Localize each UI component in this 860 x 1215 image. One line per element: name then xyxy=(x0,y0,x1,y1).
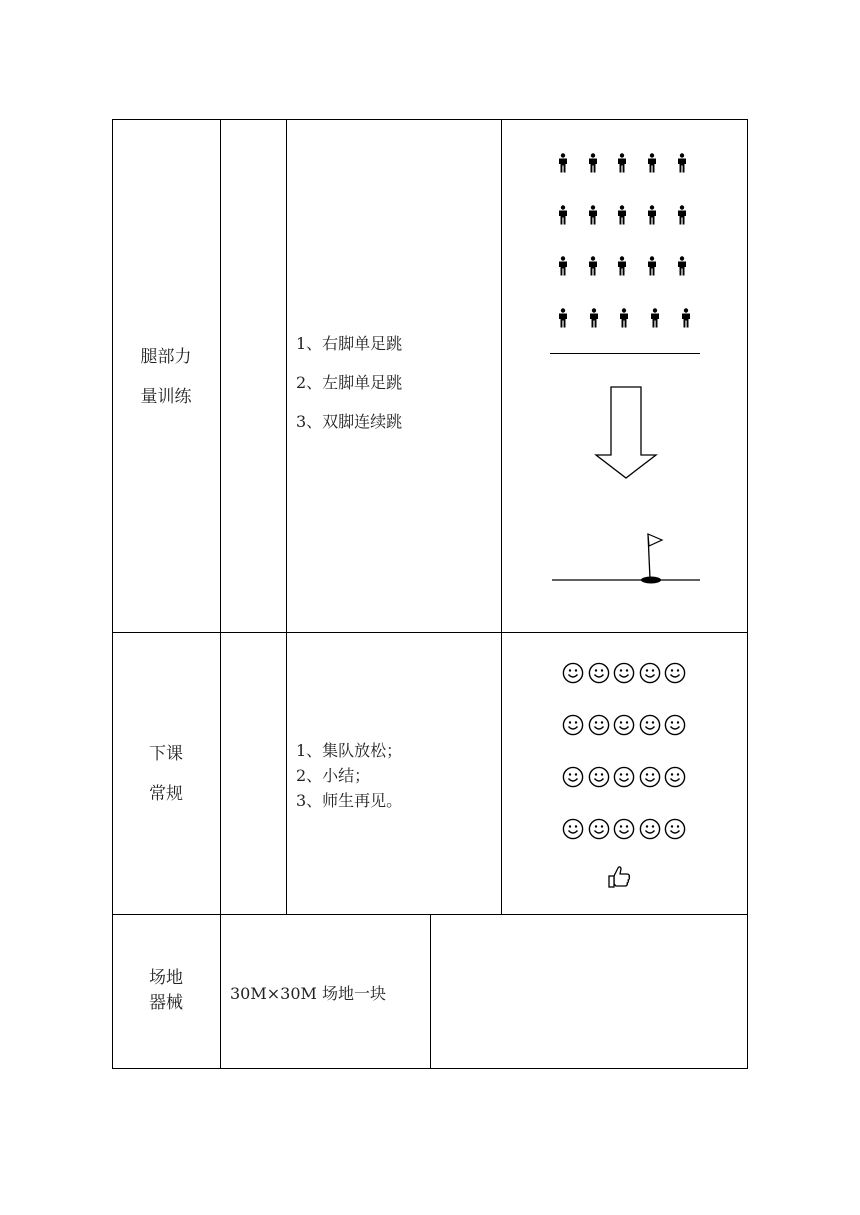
person-icon xyxy=(676,153,688,173)
person-icon xyxy=(616,153,628,173)
person-icon xyxy=(587,205,599,225)
list-item: 3、双脚连续跳 xyxy=(296,412,403,431)
list-item: 1、集队放松； xyxy=(296,741,403,760)
thumbs-up-icon xyxy=(606,864,632,890)
smiley-icon xyxy=(664,662,686,684)
smiley-icon xyxy=(639,714,661,736)
person-icon xyxy=(646,256,658,276)
smiley-icon xyxy=(639,662,661,684)
row-label-equipment xyxy=(112,966,220,1016)
smiley-icon xyxy=(613,714,635,736)
person-icon xyxy=(646,205,658,225)
label-line: 器械 xyxy=(149,993,183,1013)
smiley-icon xyxy=(664,818,686,840)
dismissal-steps xyxy=(296,738,402,813)
down-arrow-icon xyxy=(594,386,658,480)
person-icon xyxy=(616,205,628,225)
label-line: 量训练 xyxy=(140,387,192,407)
list-item: 2、小结； xyxy=(296,766,371,785)
leg-training-steps xyxy=(296,324,402,441)
person-icon xyxy=(587,153,599,173)
smiley-icon xyxy=(588,818,610,840)
smiley-icon xyxy=(639,766,661,788)
smiley-icon xyxy=(588,766,610,788)
label-line: 场地 xyxy=(149,968,183,988)
smiley-icon xyxy=(562,714,584,736)
person-icon xyxy=(587,256,599,276)
smiley-icon xyxy=(562,818,584,840)
smiley-icon xyxy=(562,662,584,684)
start-line xyxy=(550,353,700,354)
label-line: 下课 xyxy=(149,744,183,764)
person-icon xyxy=(680,308,692,328)
person-icon xyxy=(588,308,600,328)
smiley-icon xyxy=(664,714,686,736)
smiley-icon xyxy=(588,714,610,736)
person-icon xyxy=(557,256,569,276)
list-item: 1、右脚单足跳 xyxy=(296,334,403,353)
smiley-icon xyxy=(664,766,686,788)
person-icon xyxy=(646,153,658,173)
row-label-leg-training xyxy=(112,337,220,417)
person-icon xyxy=(616,256,628,276)
person-icon xyxy=(557,308,569,328)
row-label-dismissal xyxy=(112,734,220,814)
smiley-icon xyxy=(562,766,584,788)
person-icon xyxy=(676,205,688,225)
list-item: 3、师生再见。 xyxy=(296,791,403,810)
label-line: 腿部力 xyxy=(140,347,192,367)
equipment-text: 30M×30M 场地一块 xyxy=(230,984,386,1003)
smiley-icon xyxy=(613,818,635,840)
person-icon xyxy=(676,256,688,276)
smiley-icon xyxy=(639,818,661,840)
smiley-icon xyxy=(613,766,635,788)
person-icon xyxy=(618,308,630,328)
flag-hole-icon xyxy=(550,530,702,588)
person-icon xyxy=(557,205,569,225)
person-icon xyxy=(557,153,569,173)
smiley-icon xyxy=(613,662,635,684)
person-icon xyxy=(649,308,661,328)
label-line: 常规 xyxy=(149,784,183,804)
list-item: 2、左脚单足跳 xyxy=(296,373,403,392)
smiley-icon xyxy=(588,662,610,684)
